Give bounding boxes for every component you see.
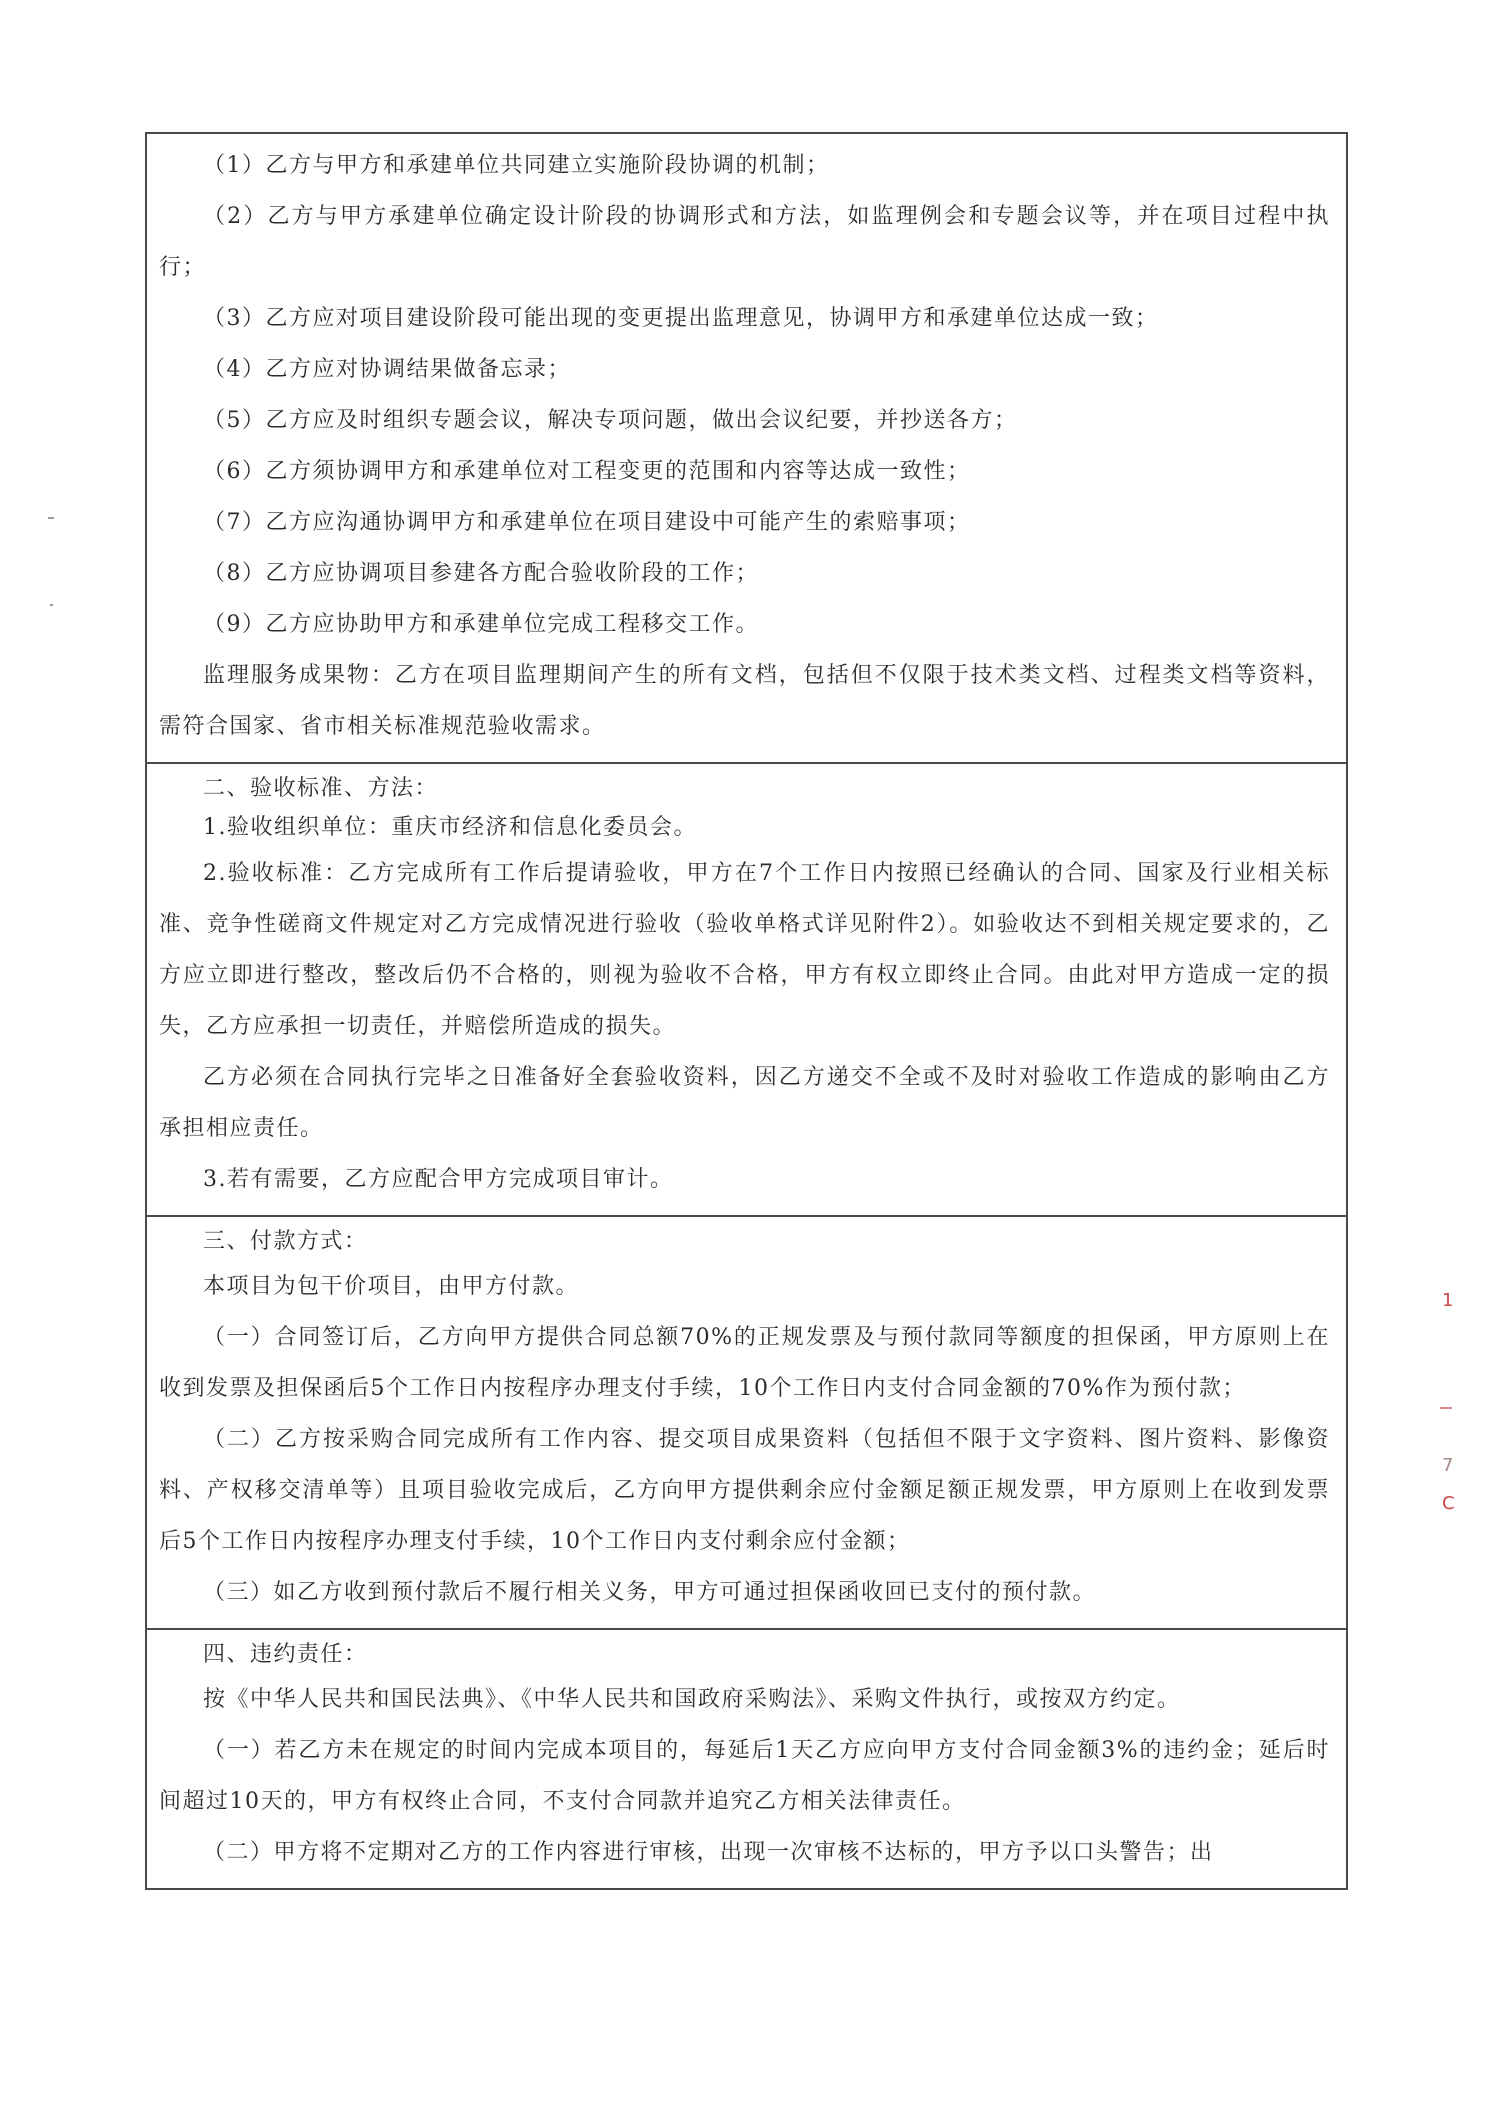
paragraph: （9）乙方应协助甲方和承建单位完成工程移交工作。 [203,612,759,637]
paragraph: 本项目为包干价项目，由甲方付款。 [203,1274,580,1299]
paragraph: 2.验收标准：乙方完成所有工作后提请验收，甲方在7个工作日内按照已经确认的合同、国家及行业相关标准、竞争性磋商文件规定对乙方完成情况进行验收（验收单格式详见附件2）。如验收达不到相关规定要求的，乙方应立即进行整改，整改后仍不合格的，则视为验收不合格，甲方有权立即终止合同。由此对甲方造成一定的损失，乙方应承担一切责任，并赔偿所造成的损失。 [159,861,1330,1039]
margin-mark: C [1442,1493,1455,1514]
paragraph: 按《中华人民共和国民法典》、《中华人民共和国政府采购法》、采购文件执行，或按双方约定。 [203,1687,1181,1712]
section-acceptance [147,762,1346,1215]
paragraph: （1）乙方与甲方和承建单位共同建立实施阶段协调的机制； [203,153,830,178]
deliverables-paragraph: 监理服务成果物：乙方在项目监理期间产生的所有文档，包括但不仅限于技术类文档、过程类文档等资料，需符合国家、省市相关标准规范验收需求。 [159,663,1330,739]
paragraph: （一）若乙方未在规定的时间内完成本项目的，每延后1天乙方应向甲方支付合同金额3%的违约金；延后时间超过10天的，甲方有权终止合同，不支付合同款并追究乙方相关法律责任。 [159,1738,1330,1814]
paragraph: （6）乙方须协调甲方和承建单位对工程变更的范围和内容等达成一致性； [203,459,971,484]
paragraph: 乙方必须在合同执行完毕之日准备好全套验收资料，因乙方递交不全或不及时对验收工作造成的影响由乙方承担相应责任。 [159,1065,1330,1141]
scan-speck [1440,1407,1452,1409]
paragraph: （8）乙方应协调项目参建各方配合验收阶段的工作； [203,561,759,586]
paragraph: （一）合同签订后，乙方向甲方提供合同总额70%的正规发票及与预付款同等额度的担保函，甲方原则上在收到发票及担保函后5个工作日内按程序办理支付手续，10个工作日内支付合同金额的70%作为预付款； [159,1325,1330,1401]
section-heading: 四、违约责任： [203,1642,368,1667]
paragraph: （2）乙方与甲方承建单位确定设计阶段的协调形式和方法，如监理例会和专题会议等，并在项目过程中执行； [159,204,1330,280]
paragraph: （二）甲方将不定期对乙方的工作内容进行审核，出现一次审核不达标的，甲方予以口头警告；出 [203,1840,1214,1865]
section-heading: 二、验收标准、方法： [203,776,439,801]
paragraph: （5）乙方应及时组织专题会议，解决专项问题，做出会议纪要，并抄送各方； [203,408,1018,433]
paragraph: （二）乙方按采购合同完成所有工作内容、提交项目成果资料（包括但不限于文字资料、图片资料、影像资料、产权移交清单等）且项目验收完成后，乙方向甲方提供剩余应付金额足额正规发票，甲方原则上在收到发票后5个工作日内按程序办理支付手续，10个工作日内支付剩余应付金额； [159,1427,1330,1554]
margin-mark: 7 [1442,1455,1454,1476]
contract-table [145,132,1348,1890]
section-heading: 三、付款方式： [203,1229,368,1254]
paragraph: （三）如乙方收到预付款后不履行相关义务，甲方可通过担保函收回已支付的预付款。 [203,1580,1097,1605]
paragraph: 1.验收组织单位：重庆市经济和信息化委员会。 [203,815,697,840]
margin-mark: 1 [1442,1290,1454,1311]
scan-speck [50,604,53,606]
section-coordination [147,134,1346,762]
paragraph: （3）乙方应对项目建设阶段可能出现的变更提出监理意见，协调甲方和承建单位达成一致； [203,306,1159,331]
paragraph: 3.若有需要，乙方应配合甲方完成项目审计。 [203,1167,674,1192]
paragraph: （4）乙方应对协调结果做备忘录； [203,357,571,382]
section-liability [147,1628,1346,1888]
scan-speck [48,517,54,519]
paragraph: （7）乙方应沟通协调甲方和承建单位在项目建设中可能产生的索赔事项； [203,510,971,535]
section-payment [147,1215,1346,1628]
